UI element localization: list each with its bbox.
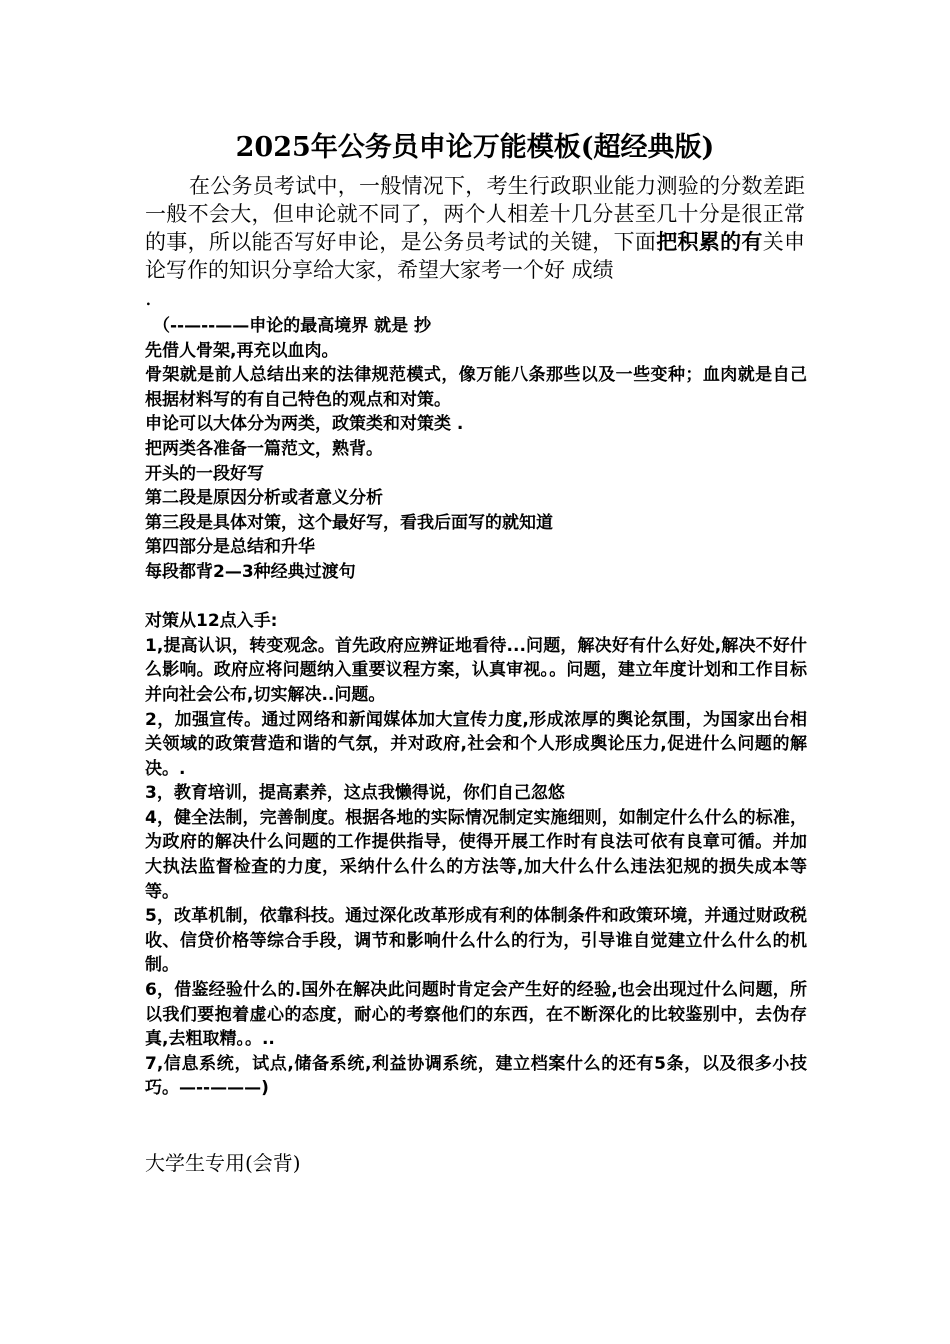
outline-line: 第四部分是总结和升华 — [145, 537, 315, 558]
blank-line — [145, 585, 807, 610]
outline-line: 先借人骨架,再充以血肉。 — [145, 340, 339, 361]
outline-line: 开头的一段好写 — [145, 463, 264, 484]
outline-line: 把两类各准备一篇范文，熟背。 — [145, 438, 383, 459]
measures-heading: 对策从12点入手: — [145, 611, 278, 632]
section-heading: 大学生专用(会背) — [145, 1151, 301, 1175]
measure-item: 2，加强宣传。通过网络和新闻媒体加大宣传力度,形成浓厚的舆论氛围，为国家出台相关领域的政策营造和谐的气氛，并对政府,社会和个人形成舆论压力,促进什么问题的解决。. — [145, 709, 807, 779]
measure-item: 3，教育培训，提高素养，这点我懒得说，你们自己忽悠 — [145, 783, 565, 804]
intro-paragraph — [145, 172, 805, 312]
outline-line: 第二段是原因分析或者意义分析 — [145, 488, 383, 509]
measure-item: 5，改革机制，依靠科技。通过深化改革形成有利的体制条件和政策环境，并通过财政税收、信贷价格等综合手段，调节和影响什么什么的行为，引导谁自觉建立什么什么的机制。 — [145, 906, 807, 976]
measure-item: 6，借鉴经验什么的.国外在解决此问题时肯定会产生好的经验,也会出现过什么问题，所以我们要抱着虚心的态度，耐心的考察他们的东西，在不断深化的比较鉴别中，去伪存真,去粗取精。。.. — [145, 980, 807, 1050]
measure-item: 1,提高认识，转变观念。首先政府应辨证地看待...问题，解决好有什么好处,解决不好什么影响。政府应将问题纳入重要议程方案，认真审视。。问题，建立年度计划和工作目标并向社会公布,切实解决..问题。 — [145, 635, 807, 705]
outline-line: 第三段是具体对策，这个最好写，看我后面写的就知道 — [145, 512, 553, 533]
intro-bold-text: 把积累的有 — [656, 229, 763, 254]
intro-trailing-mark: . — [145, 286, 152, 310]
measure-item: 7,信息系统，试点,储备系统,利益协调系统，建立档案什么的还有5条，以及很多小技巧。—--———) — [145, 1053, 807, 1099]
measure-item: 4，健全法制，完善制度。根据各地的实际情况制定实施细则，如制定什么什么的标准，为政府的解决什么问题的工作提供指导，使得开展工作时有良法可依有良章可循。并加大执法监督检查的力度，采纳什么什么的方法等,加大什么什么违法犯规的损失成本等等。 — [145, 807, 807, 902]
outline-line: 骨架就是前人总结出来的法律规范模式，像万能八条那些以及一些变种；血肉就是自己根据材料写的有自己特色的观点和对策。 — [145, 365, 807, 410]
outline-lead: （--—--——申论的最高境界 就是 抄 — [153, 316, 432, 336]
document-title: 2025年公务员申论万能模板(超经典版) — [235, 132, 715, 163]
outline-line: 每段都背2—3种经典过渡句 — [145, 561, 356, 582]
intro-text-part-2: 关申论写作的知识分享给大家，希望大家考一个好 成绩 — [145, 230, 806, 282]
main-content — [145, 314, 807, 1101]
outline-line: 申论可以大体分为两类，政策类和对策类 . — [145, 414, 464, 435]
intro-text-part-1: 在公务员考试中，一般情况下，考生行政职业能力测验的分数差距一般不会大，但申论就不同了，两个人相差十几分甚至几十分是很正常的事，所以能否写好申论，是公务员考试的关键，下面 — [145, 174, 805, 254]
